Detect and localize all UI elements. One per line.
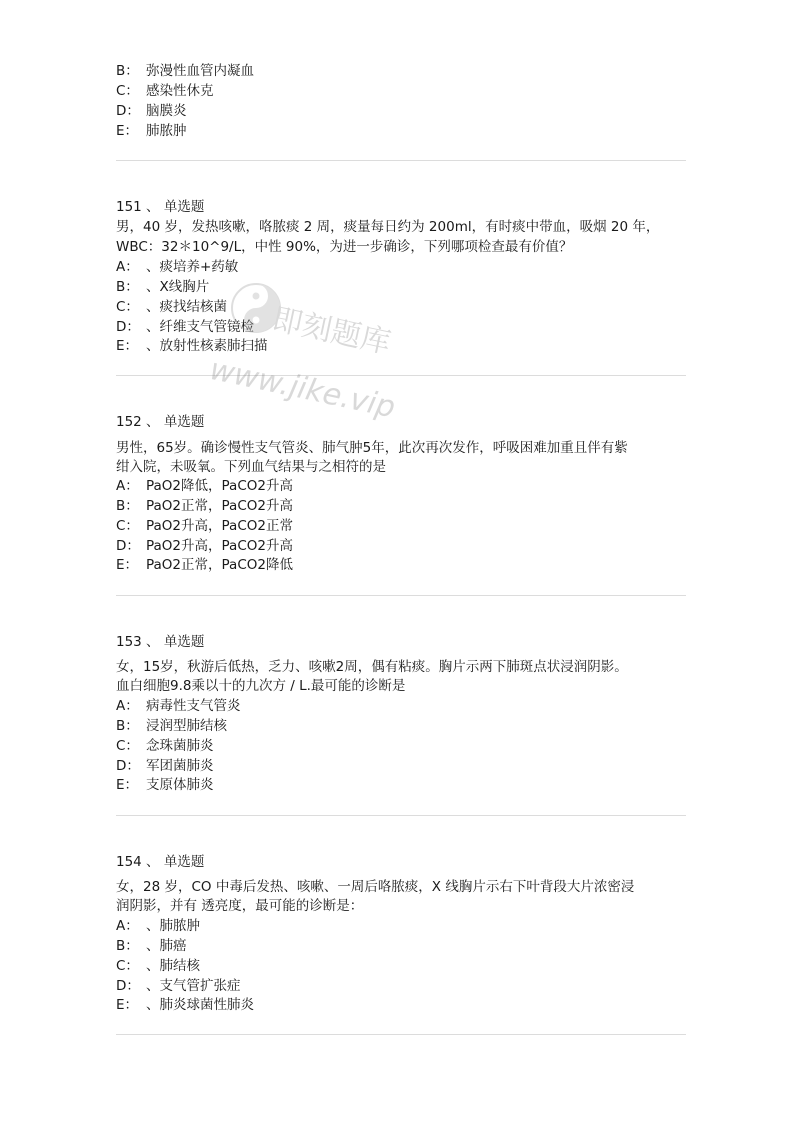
option-c: C： 感染性休克 xyxy=(116,83,214,99)
question-header: 153 、 单选题 xyxy=(116,634,205,650)
option-e: E： 、肺炎球菌性肺炎 xyxy=(116,997,254,1013)
question-header: 151 、 单选题 xyxy=(116,199,205,215)
option-c: C： PaO2升高，PaCO2正常 xyxy=(116,518,293,534)
divider xyxy=(116,375,686,376)
option-e: E： 、放射性核素肺扫描 xyxy=(116,338,268,354)
option-e: E： 肺脓肿 xyxy=(116,123,187,139)
option-b: B： 浸润型肺结核 xyxy=(116,718,227,734)
question-stem: 绀入院，未吸氧。下列血气结果与之相符的是 xyxy=(116,459,386,475)
question-stem: WBC：32＊10^9/L，中性 90%，为进一步确诊，下列哪项检查最有价值？ xyxy=(116,239,573,255)
question-stem: 男性，65岁。确诊慢性支气管炎、肺气肿5年，此次再次发作，呼吸困难加重且伴有紫 xyxy=(116,440,628,456)
option-c: C： 、痰找结核菌 xyxy=(116,299,227,315)
question-stem: 女，15岁，秋游后低热，乏力、咳嗽2周，偶有粘痰。胸片示两下肺斑点状浸润阴影。 xyxy=(116,659,628,675)
option-a: A： 、肺脓肿 xyxy=(116,918,200,934)
option-a: A： 、痰培养+药敏 xyxy=(116,259,239,275)
watermark-brand: 即刻题库 xyxy=(269,301,394,362)
divider xyxy=(116,595,686,596)
divider xyxy=(116,1034,686,1035)
option-b: B： 弥漫性血管内凝血 xyxy=(116,63,254,79)
option-d: D： 、支气管扩张症 xyxy=(116,978,241,994)
option-b: B： 、肺癌 xyxy=(116,938,187,954)
divider xyxy=(116,815,686,816)
question-stem: 男，40 岁，发热咳嗽，咯脓痰 2 周，痰量每日约为 200ml，有时痰中带血，吸烟 20 年， xyxy=(116,219,660,235)
question-stem: 女，28 岁，CO 中毒后发热、咳嗽、一周后咯脓痰，X 线胸片示右下叶背段大片浓密浸 xyxy=(116,879,635,895)
option-d: D： 军团菌肺炎 xyxy=(116,758,214,774)
option-b: B： PaO2正常，PaCO2升高 xyxy=(116,498,293,514)
option-d: D： 、纤维支气管镜检 xyxy=(116,319,254,335)
option-d: D： PaO2升高，PaCO2升高 xyxy=(116,538,293,554)
question-header: 154 、 单选题 xyxy=(116,854,205,870)
question-stem: 血白细胞9.8乘以十的九次方 / L.最可能的诊断是 xyxy=(116,678,406,694)
option-d: D： 脑膜炎 xyxy=(116,103,187,119)
question-stem: 润阴影，并有 透亮度，最可能的诊断是： xyxy=(116,898,364,914)
option-e: E： PaO2正常，PaCO2降低 xyxy=(116,557,293,573)
option-a: A： PaO2降低，PaCO2升高 xyxy=(116,478,293,494)
option-a: A： 病毒性支气管炎 xyxy=(116,698,241,714)
option-e: E： 支原体肺炎 xyxy=(116,777,214,793)
option-c: C： 念珠菌肺炎 xyxy=(116,738,214,754)
option-b: B： 、X线胸片 xyxy=(116,279,210,295)
option-c: C： 、肺结核 xyxy=(116,958,200,974)
divider xyxy=(116,160,686,161)
watermark-url: www.jike.vip xyxy=(206,352,399,426)
question-header: 152 、 单选题 xyxy=(116,414,205,430)
